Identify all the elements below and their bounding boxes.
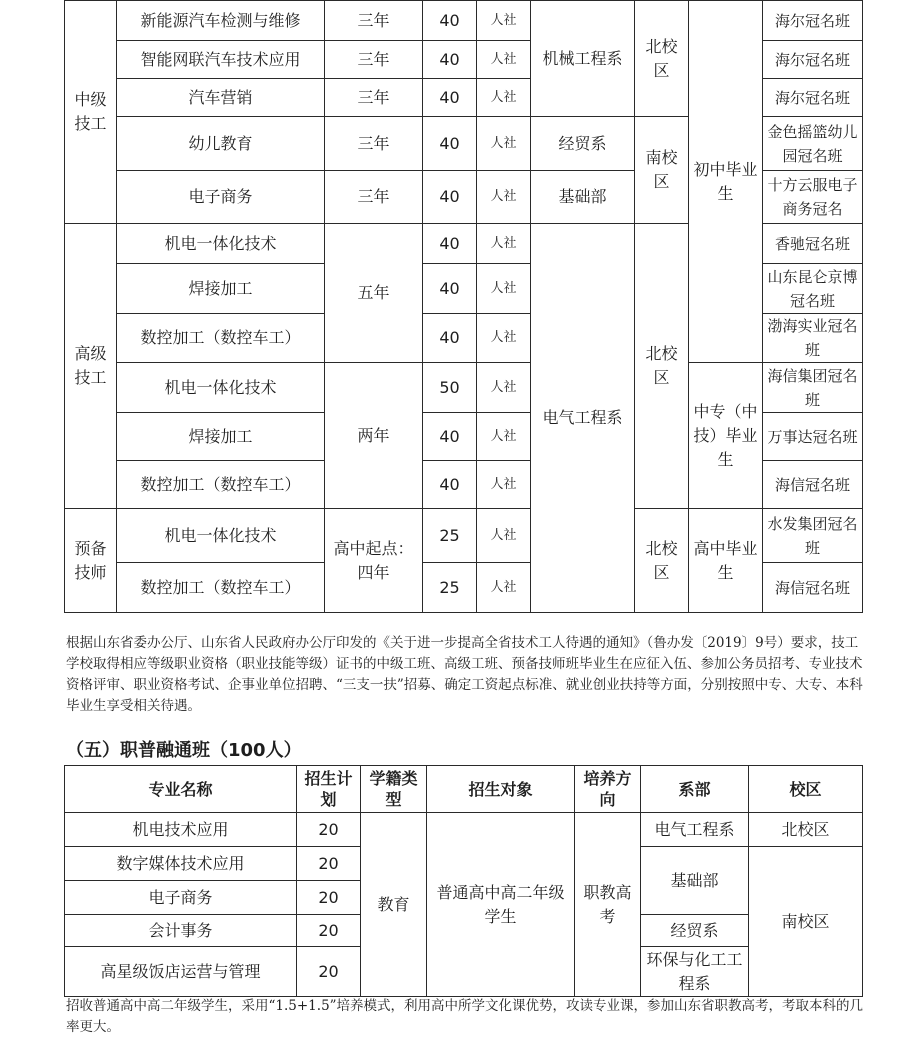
- target-cell: 高中毕业生: [689, 509, 763, 613]
- plan-cell: 40: [423, 314, 477, 363]
- type-cell: 人社: [477, 264, 531, 314]
- enrollment-table-skilled: [64, 0, 863, 613]
- level-cell: 预备技师: [65, 509, 117, 613]
- type-cell: 人社: [477, 314, 531, 363]
- major-cell: 会计事务: [65, 915, 297, 947]
- years-cell: 五年: [325, 224, 423, 363]
- class-cell: 山东昆仑京博冠名班: [763, 264, 863, 314]
- years-cell: 三年: [325, 41, 423, 79]
- dept-cell: 基础部: [531, 171, 635, 224]
- campus-cell: 南校区: [635, 117, 689, 224]
- plan-cell: 40: [423, 224, 477, 264]
- dept-cell: 电气工程系: [531, 224, 635, 613]
- major-cell: 焊接加工: [117, 264, 325, 314]
- major-cell: 焊接加工: [117, 413, 325, 461]
- type-cell: 人社: [477, 41, 531, 79]
- plan-cell: 20: [297, 813, 361, 847]
- dept-cell: 环保与化工工程系: [641, 947, 749, 997]
- enrollment-table-general: [64, 765, 863, 997]
- years-cell: 高中起点：四年: [325, 509, 423, 613]
- header-row: [65, 766, 863, 813]
- header-major: 专业名称: [65, 766, 297, 813]
- major-cell: 高星级饭店运营与管理: [65, 947, 297, 997]
- header-type: 学籍类型: [361, 766, 427, 813]
- dept-cell: 经贸系: [641, 915, 749, 947]
- class-cell: 渤海实业冠名班: [763, 314, 863, 363]
- major-cell: 电子商务: [117, 171, 325, 224]
- class-cell: 十方云服电子商务冠名: [763, 171, 863, 224]
- table-row: [65, 813, 863, 847]
- plan-cell: 40: [423, 413, 477, 461]
- header-dept: 系部: [641, 766, 749, 813]
- major-cell: 数控加工（数控车工）: [117, 314, 325, 363]
- campus-cell: 北校区: [749, 813, 863, 847]
- target-cell: 普通高中高二年级学生: [427, 813, 575, 997]
- class-cell: 海信冠名班: [763, 461, 863, 509]
- plan-cell: 40: [423, 1, 477, 41]
- major-cell: 机电一体化技术: [117, 509, 325, 563]
- policy-note: 根据山东省委办公厅、山东省人民政府办公厅印发的《关于进一步提高全省技术工人待遇的通知》（鲁办发〔2019〕9号）要求，技工学校取得相应等级职业资格（职业技能等级）证书的中级工班、高级工班、预备技师班毕业生在应征入伍、参加公务员招考、专业技术资格评审、职业资格考试、企事业单位招聘、“三支一扶”招募、确定工资起点标准、就业创业扶持等方面，分别按照中专、大专、本科毕业生享受相关待遇。: [66, 635, 863, 714]
- class-cell: 万事达冠名班: [763, 413, 863, 461]
- header-direction: 培养方向: [575, 766, 641, 813]
- type-cell: 人社: [477, 563, 531, 613]
- type-cell: 人社: [477, 461, 531, 509]
- dept-cell: 基础部: [641, 847, 749, 915]
- major-cell: 幼儿教育: [117, 117, 325, 171]
- class-cell: 金色摇篮幼儿园冠名班: [763, 117, 863, 171]
- direction-cell: 职教高考: [575, 813, 641, 997]
- class-cell: 海信集团冠名班: [763, 363, 863, 413]
- table-row: [65, 509, 863, 563]
- class-cell: 海信冠名班: [763, 563, 863, 613]
- plan-cell: 25: [423, 509, 477, 563]
- header-plan: 招生计划: [297, 766, 361, 813]
- major-cell: 新能源汽车检测与维修: [117, 1, 325, 41]
- type-cell: 人社: [477, 171, 531, 224]
- dept-cell: 机械工程系: [531, 1, 635, 117]
- major-cell: 数字媒体技术应用: [65, 847, 297, 881]
- plan-cell: 40: [423, 461, 477, 509]
- level-cell: 高级技工: [65, 224, 117, 509]
- major-cell: 汽车营销: [117, 79, 325, 117]
- plan-cell: 20: [297, 947, 361, 997]
- class-cell: 香驰冠名班: [763, 224, 863, 264]
- major-cell: 机电技术应用: [65, 813, 297, 847]
- plan-cell: 20: [297, 847, 361, 881]
- target-cell: 初中毕业生: [689, 1, 763, 363]
- plan-cell: 40: [423, 41, 477, 79]
- major-cell: 数控加工（数控车工）: [117, 563, 325, 613]
- years-cell: 三年: [325, 117, 423, 171]
- campus-cell: 北校区: [635, 1, 689, 117]
- years-cell: 三年: [325, 79, 423, 117]
- plan-cell: 40: [423, 79, 477, 117]
- years-cell: 三年: [325, 1, 423, 41]
- major-cell: 智能网联汽车技术应用: [117, 41, 325, 79]
- plan-cell: 20: [297, 915, 361, 947]
- table-row: [65, 363, 863, 413]
- section-title: （五）职普融通班（100人）: [66, 740, 302, 761]
- years-cell: 三年: [325, 171, 423, 224]
- dept-cell: 电气工程系: [641, 813, 749, 847]
- plan-cell: 40: [423, 171, 477, 224]
- type-cell: 人社: [477, 1, 531, 41]
- class-cell: 海尔冠名班: [763, 41, 863, 79]
- years-cell: 两年: [325, 363, 423, 509]
- campus-cell: 北校区: [635, 509, 689, 613]
- major-cell: 机电一体化技术: [117, 224, 325, 264]
- class-cell: 海尔冠名班: [763, 79, 863, 117]
- type-cell: 教育: [361, 813, 427, 997]
- header-target: 招生对象: [427, 766, 575, 813]
- header-campus: 校区: [749, 766, 863, 813]
- type-cell: 人社: [477, 117, 531, 171]
- plan-cell: 50: [423, 363, 477, 413]
- plan-cell: 40: [423, 264, 477, 314]
- major-cell: 数控加工（数控车工）: [117, 461, 325, 509]
- dept-cell: 经贸系: [531, 117, 635, 171]
- plan-cell: 40: [423, 117, 477, 171]
- class-cell: 海尔冠名班: [763, 1, 863, 41]
- type-cell: 人社: [477, 509, 531, 563]
- type-cell: 人社: [477, 224, 531, 264]
- class-cell: 水发集团冠名班: [763, 509, 863, 563]
- target-cell: 中专（中技）毕业生: [689, 363, 763, 509]
- major-cell: 机电一体化技术: [117, 363, 325, 413]
- type-cell: 人社: [477, 79, 531, 117]
- type-cell: 人社: [477, 363, 531, 413]
- campus-cell: 北校区: [635, 224, 689, 509]
- campus-cell: 南校区: [749, 847, 863, 997]
- major-cell: 电子商务: [65, 881, 297, 915]
- level-cell: 中级技工: [65, 1, 117, 224]
- table-row: [65, 1, 863, 41]
- plan-cell: 20: [297, 881, 361, 915]
- type-cell: 人社: [477, 413, 531, 461]
- plan-cell: 25: [423, 563, 477, 613]
- program-note: 招收普通高中高二年级学生，采用“1.5+1.5”培养模式，利用高中所学文化课优势，攻读专业课，参加山东省职教高考，考取本科的几率更大。: [66, 998, 864, 1035]
